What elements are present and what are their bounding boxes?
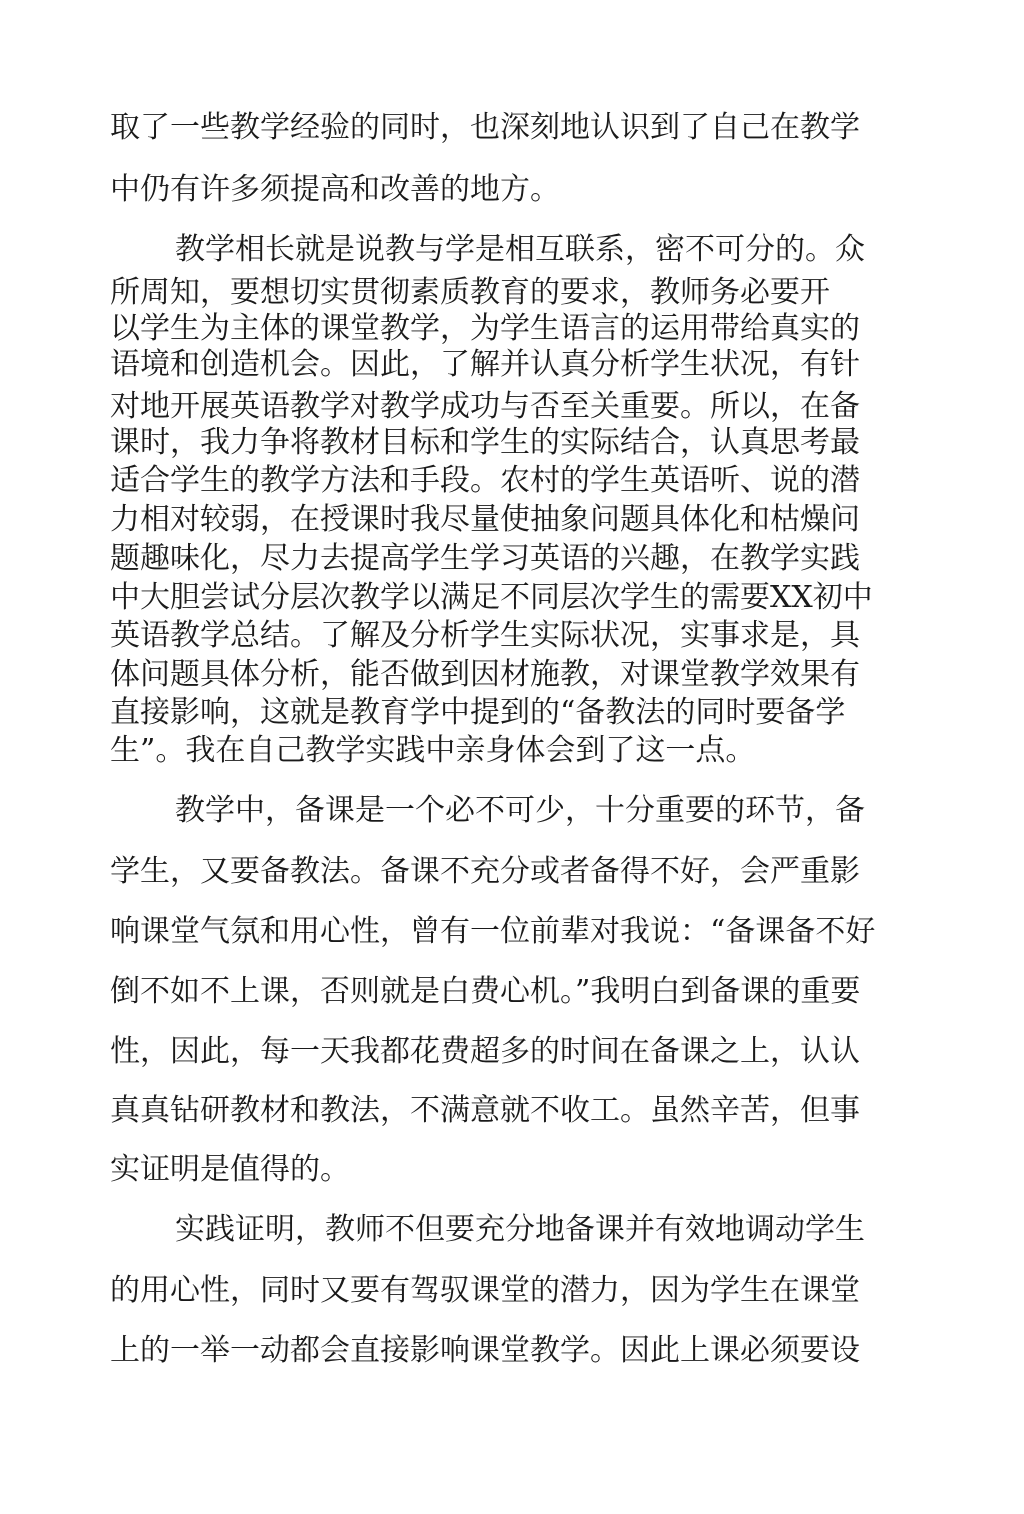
paragraph-3-line-7: 实证明是值得的。 <box>110 1152 350 1187</box>
paragraph-4-line-3: 上的一举一动都会直接影响课堂教学。因此上课必须要设 <box>110 1333 860 1368</box>
paragraph-3-line-4: 倒不如不上课，否则就是白费心机。”我明白到备课的重要 <box>110 974 861 1009</box>
paragraph-2-line-8: 力相对较弱，在授课时我尽量使抽象问题具体化和枯燥问 <box>110 502 860 537</box>
paragraph-2-line-13: 直接影响，这就是教育学中提到的“备教法的同时要备学 <box>110 695 846 730</box>
paragraph-2-line-14: 生”。我在自己教学实践中亲身体会到了这一点。 <box>110 733 756 768</box>
paragraph-1-line-1: 取了一些教学经验的同时，也深刻地认识到了自己在教学 <box>110 110 860 145</box>
paragraph-3-line-5: 性，因此，每一天我都花费超多的时间在备课之上，认认 <box>110 1034 860 1069</box>
paragraph-4-line-2: 的用心性，同时又要有驾驭课堂的潜力，因为学生在课堂 <box>110 1273 860 1308</box>
paragraph-2-line-10: 中大胆尝试分层次教学以满足不同层次学生的需要XX初中 <box>110 580 873 615</box>
paragraph-2-line-7: 适合学生的教学方法和手段。农村的学生英语听、说的潜 <box>110 463 860 498</box>
paragraph-2-line-1: 教学相长就是说教与学是相互联系，密不可分的。众 <box>175 232 865 267</box>
paragraph-2-line-2: 所周知，要想切实贯彻素质教育的要求，教师务必要开 <box>110 275 830 310</box>
paragraph-3-line-2: 学生，又要备教法。备课不充分或者备得不好，会严重影 <box>110 854 860 889</box>
paragraph-3-line-6: 真真钻研教材和教法，不满意就不收工。虽然辛苦，但事 <box>110 1093 860 1128</box>
paragraph-4-line-1: 实践证明，教师不但要充分地备课并有效地调动学生 <box>175 1212 865 1247</box>
paragraph-3-line-3: 响课堂气氛和用心性，曾有一位前辈对我说：“备课备不好 <box>110 914 876 949</box>
paragraph-2-line-5: 对地开展英语教学对教学成功与否至关重要。所以，在备 <box>110 389 860 424</box>
paragraph-2-line-6: 课时，我力争将教材目标和学生的实际结合，认真思考最 <box>110 425 860 460</box>
paragraph-2-line-3: 以学生为主体的课堂教学，为学生语言的运用带给真实的 <box>110 311 860 346</box>
paragraph-2-line-4: 语境和创造机会。因此，了解并认真分析学生状况，有针 <box>110 347 860 382</box>
paragraph-2-line-9: 题趣味化，尽力去提高学生学习英语的兴趣，在教学实践 <box>110 541 860 576</box>
paragraph-2-line-11: 英语教学总结。了解及分析学生实际状况，实事求是，具 <box>110 618 860 653</box>
paragraph-2-line-12: 体问题具体分析，能否做到因材施教，对课堂教学效果有 <box>110 657 860 692</box>
paragraph-1-line-2: 中仍有许多须提高和改善的地方。 <box>110 172 560 207</box>
paragraph-3-line-1: 教学中，备课是一个必不可少，十分重要的环节，备 <box>175 793 865 828</box>
